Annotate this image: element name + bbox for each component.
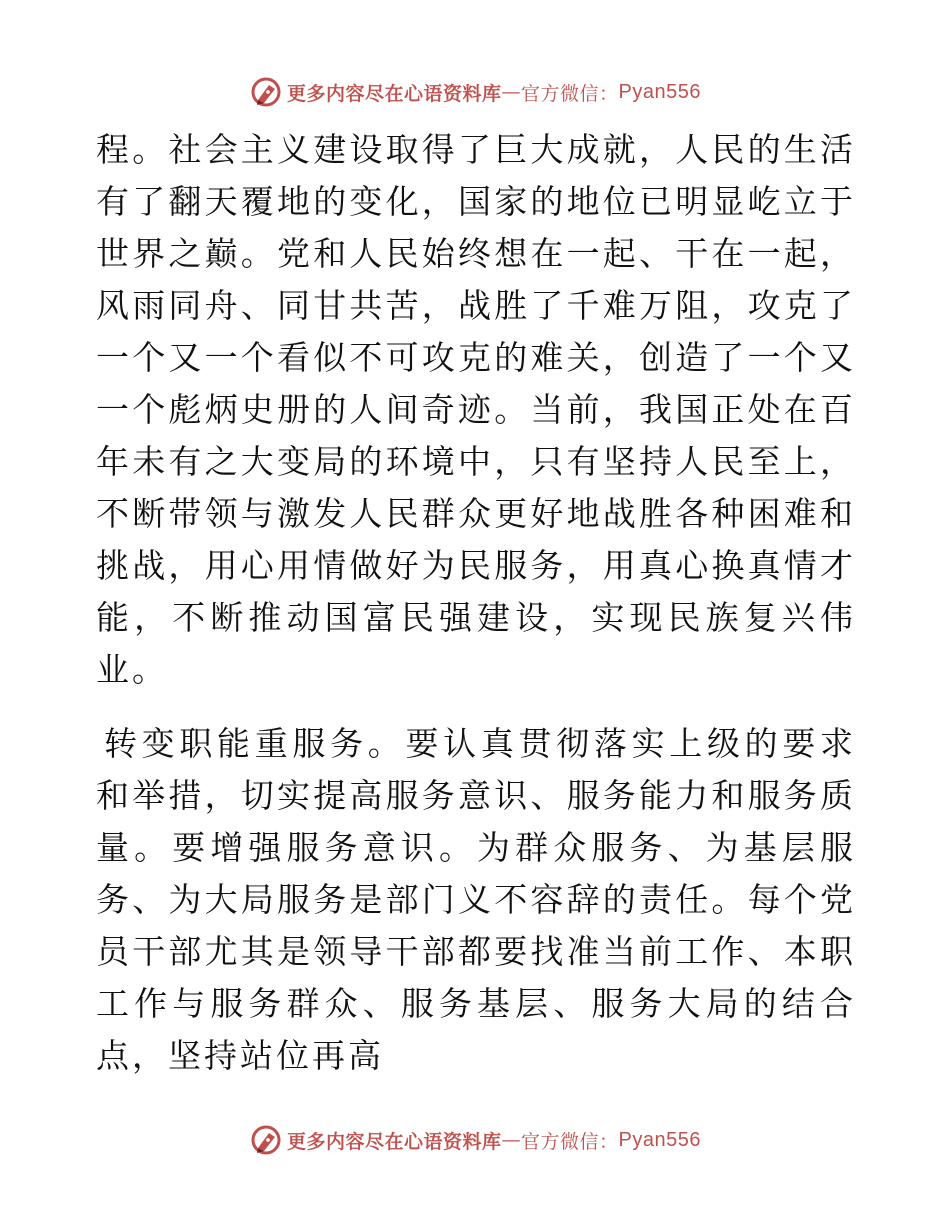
pen-nib-logo-icon	[249, 75, 283, 109]
paragraph: 程。社会主义建设取得了巨大成就，人民的生活有了翻天覆地的变化，国家的地位已明显屹立于世界之巅。党和人民始终想在一起、干在一起，风雨同舟、同甘共苦，战胜了千难万阻，攻克了一个又一个看似不可攻克的难关，创造了一个又一个彪炳史册的人间奇迹。当前，我国正处在百年未有之大变局的环境中，只有坚持人民至上，不断带领与激发人民群众更好地战胜各种困难和挑战，用心用情做好为民服务，用真心换真情才能，不断推动国富民强建设，实现民族复兴伟业。	[96, 130, 856, 689]
header-banner	[0, 72, 950, 112]
footer-banner	[0, 1120, 950, 1160]
banner-separator: —	[501, 1129, 522, 1151]
banner-site-text: 更多内容尽在心语资料库	[287, 1130, 502, 1153]
banner-separator: —	[501, 81, 522, 103]
paragraph: 转变职能重服务。要认真贯彻落实上级的要求和举措，切实提高服务意识、服务能力和服务质量。要增强服务意识。为群众服务、为基层服务、为大局服务是部门义不容辞的责任。每个党员干部尤其是领导干部都要找准当前工作、本职工作与服务群众、服务基层、服务大局的结合点，坚持站位再高	[96, 724, 856, 1075]
banner-wechat-id: Pyan556	[618, 80, 701, 103]
pen-nib-logo-icon	[249, 1123, 283, 1157]
document-body	[96, 124, 856, 1082]
banner-official-label: 官方微信：	[521, 82, 619, 105]
banner-site-text: 更多内容尽在心语资料库	[287, 82, 502, 105]
banner-wechat-id: Pyan556	[618, 1128, 701, 1151]
banner-official-label: 官方微信：	[521, 1130, 619, 1153]
